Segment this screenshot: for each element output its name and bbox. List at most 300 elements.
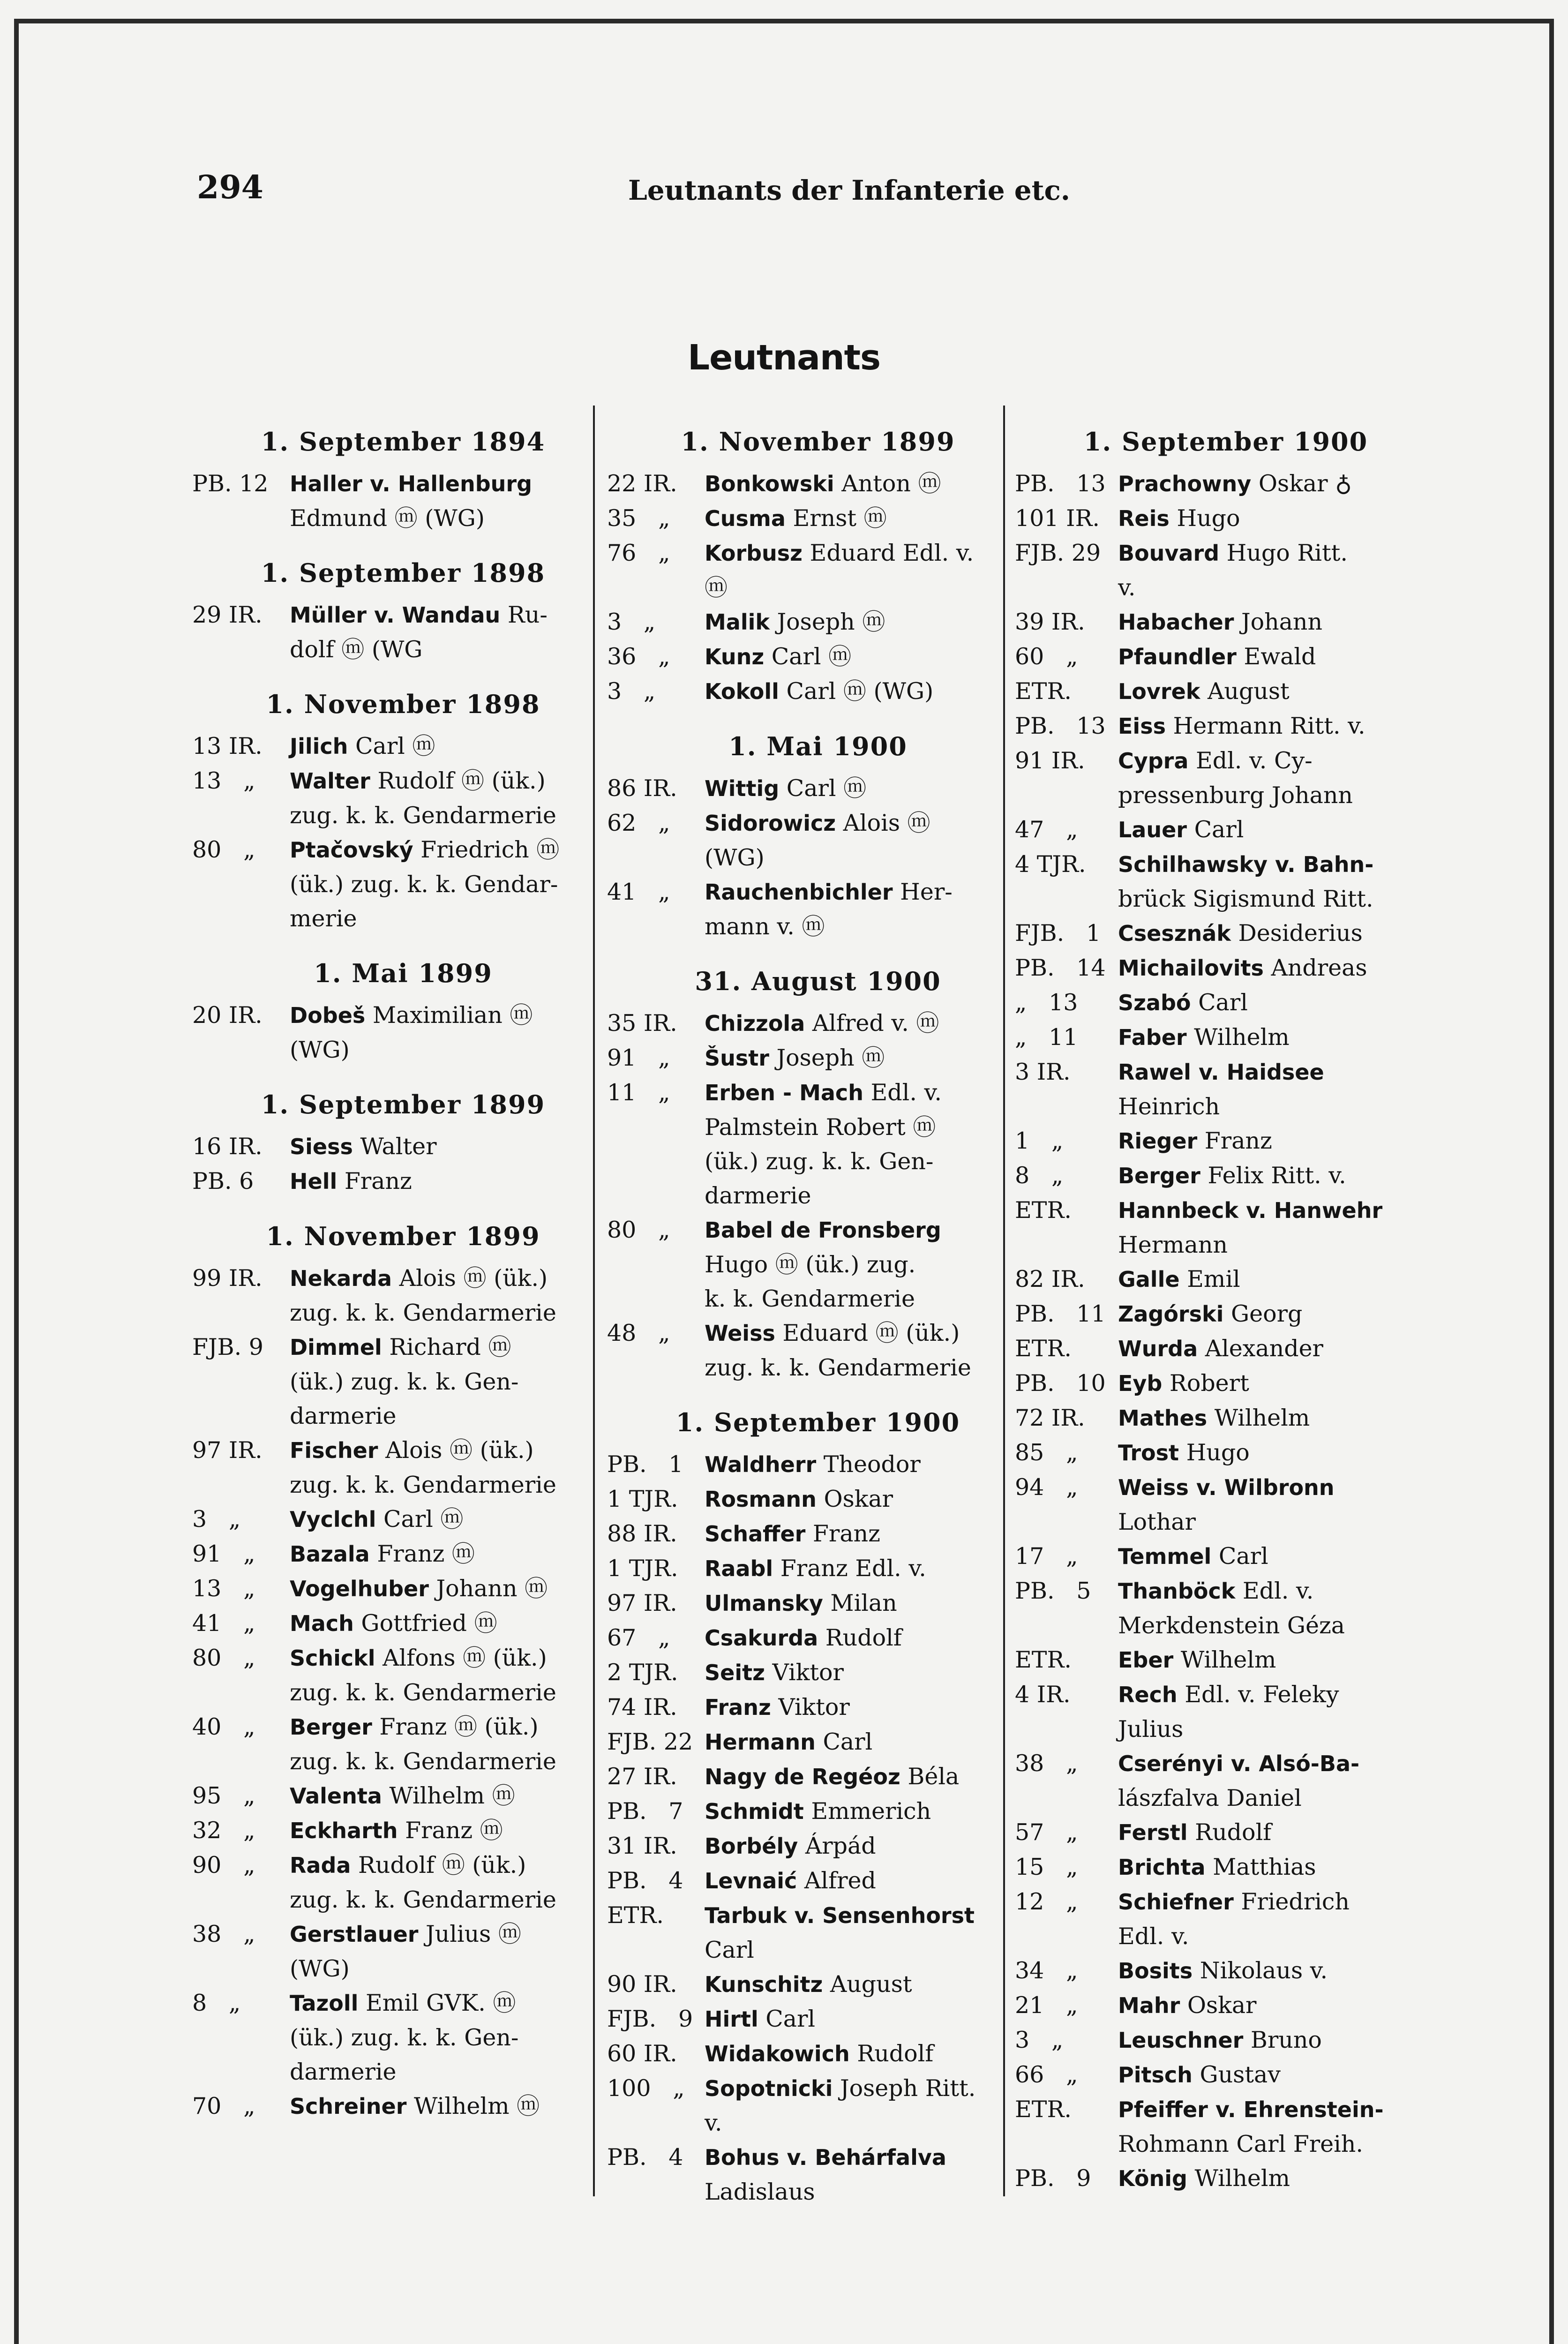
- surname: Schickl: [290, 1645, 375, 1671]
- unit-label: PB. 9: [1015, 2165, 1091, 2192]
- given-name: Ewald: [1244, 643, 1316, 670]
- unit-label: PB. 4: [607, 1867, 683, 1894]
- unit-label: 1 TJR.: [607, 1555, 678, 1582]
- unit-label: PB. 13: [1015, 470, 1106, 497]
- officer-entry: [607, 2036, 1029, 2071]
- officer-name: [290, 1261, 614, 1330]
- given-name: Carl: [765, 2006, 816, 2032]
- officer-name: [1118, 1677, 1437, 1746]
- surname: Mach: [290, 1611, 354, 1636]
- officer-entry: [1015, 951, 1437, 985]
- given-name: Viktor: [772, 1659, 844, 1686]
- officer-name: [1118, 2092, 1437, 2161]
- unit-label: PB. 14: [1015, 954, 1106, 981]
- officer-name: [290, 1502, 614, 1537]
- officer-name: [290, 2089, 614, 2124]
- continuation-line: (WG): [290, 1037, 350, 1063]
- given-name: Franz ⓜ: [377, 1540, 475, 1567]
- officer-entry: [607, 1794, 1029, 1829]
- unit-label: „ 11: [1015, 1024, 1078, 1051]
- officer-entry: [607, 806, 1029, 875]
- surname: Korbusz: [705, 541, 803, 566]
- officer-name: [290, 1537, 614, 1571]
- continuation-line: darmerie: [290, 2059, 397, 2085]
- unit-label: 2 TJR.: [607, 1659, 678, 1686]
- unit-label: 97 IR.: [607, 1590, 677, 1616]
- column-1: [192, 422, 614, 2124]
- unit-label: 41 „: [607, 879, 670, 905]
- unit-label: 62 „: [607, 810, 670, 836]
- officer-entry: [607, 2071, 1029, 2140]
- unit-label: 12 „: [1015, 1888, 1078, 1915]
- unit-label: 72 IR.: [1015, 1405, 1085, 1431]
- continuation-line: Hugo ⓜ (ük.) zug.: [705, 1251, 916, 1278]
- officer-entry: [1015, 1746, 1437, 1815]
- continuation-line: zug. k. k. Gendarmerie: [290, 802, 556, 829]
- officer-name: [705, 1794, 1029, 1829]
- officer-name: [705, 1447, 1029, 1482]
- officer-entry: [1015, 639, 1437, 674]
- unit-label: 67 „: [607, 1624, 670, 1651]
- given-name: Franz: [1204, 1127, 1272, 1154]
- given-name: Franz ⓜ: [405, 1817, 503, 1844]
- surname: Kunschitz: [705, 1972, 823, 1997]
- given-name: Oskar: [1187, 1992, 1257, 2019]
- officer-entry: [607, 1655, 1029, 1690]
- given-name: Oskar: [824, 1486, 893, 1512]
- given-name: Ernst ⓜ: [793, 505, 887, 532]
- surname: Eiss: [1118, 714, 1166, 739]
- date-heading: 1. November 1899: [681, 427, 955, 457]
- continuation-line: mann v. ⓜ: [705, 913, 825, 940]
- surname: Kunz: [705, 644, 765, 669]
- given-name: Joseph ⓜ: [776, 1044, 885, 1071]
- unit-label: FJB. 1: [1015, 920, 1101, 947]
- unit-label: 91 „: [192, 1540, 255, 1567]
- officer-entry: [192, 1710, 614, 1779]
- surname: Rada: [290, 1853, 351, 1878]
- officer-name: [290, 1813, 614, 1848]
- officer-name: [290, 1710, 614, 1779]
- given-name: Desiderius: [1238, 920, 1363, 947]
- officer-name: [1118, 1158, 1437, 1193]
- continuation-line: v.: [1118, 574, 1136, 601]
- unit-label: FJB. 9: [192, 1334, 263, 1360]
- given-name: Viktor: [778, 1694, 850, 1720]
- given-name: Carl: [1198, 989, 1248, 1016]
- surname: Valenta: [290, 1783, 382, 1809]
- unit-label: 15 „: [1015, 1854, 1078, 1880]
- unit-label: 17 „: [1015, 1543, 1078, 1570]
- officer-name: [1118, 985, 1437, 1020]
- surname: Ptačovský: [290, 837, 413, 863]
- unit-label: ETR.: [1015, 1646, 1072, 1673]
- given-name: Franz ⓜ (ük.): [379, 1713, 539, 1740]
- officer-name: [1118, 2023, 1437, 2058]
- given-name: Walter: [360, 1133, 437, 1160]
- unit-label: 91 „: [607, 1044, 670, 1071]
- officer-name: [290, 466, 614, 535]
- continuation-line: darmerie: [705, 1182, 811, 1209]
- unit-label: 80 „: [192, 1645, 255, 1671]
- given-name: Nikolaus v.: [1200, 1957, 1328, 1984]
- officer-name: [290, 1164, 614, 1199]
- officer-entry: [607, 1316, 1029, 1385]
- officer-entry: [607, 1829, 1029, 1863]
- surname: Berger: [1118, 1163, 1200, 1188]
- surname: Vogelhuber: [290, 1576, 429, 1601]
- unit-label: 35 „: [607, 505, 670, 532]
- given-name: Emil: [1187, 1266, 1240, 1292]
- officer-name: [290, 1606, 614, 1641]
- unit-label: 91 IR.: [1015, 747, 1085, 774]
- officer-name: [1118, 2161, 1437, 2196]
- surname: Sidorowicz: [705, 811, 836, 836]
- continuation-line: Lothar: [1118, 1509, 1196, 1535]
- unit-label: 1 TJR.: [607, 1486, 678, 1512]
- date-heading: 1. September 1899: [261, 1089, 546, 1119]
- given-name: Árpád: [805, 1833, 876, 1859]
- officer-entry: [607, 1447, 1029, 1482]
- officer-entry: [607, 1863, 1029, 1898]
- officer-entry: [1015, 744, 1437, 812]
- officer-entry: [1015, 1815, 1437, 1850]
- continuation-line: ⓜ: [705, 574, 728, 601]
- unit-label: 38 „: [192, 1921, 255, 1947]
- given-name: Alfred v. ⓜ: [812, 1010, 939, 1037]
- surname: Pitsch: [1118, 2062, 1193, 2088]
- officer-entry: [1015, 536, 1437, 605]
- surname: Fischer: [290, 1438, 378, 1463]
- surname: Malik: [705, 609, 770, 635]
- given-name: Wilhelm: [1194, 1024, 1290, 1051]
- unit-label: FJB. 22: [607, 1728, 693, 1755]
- officer-name: [1118, 1262, 1437, 1297]
- given-name: Joseph ⓜ: [777, 609, 885, 635]
- officer-name: [705, 1551, 1029, 1586]
- continuation-line: dolf ⓜ (WG: [290, 636, 423, 663]
- surname: Hell: [290, 1169, 338, 1194]
- continuation-line: zug. k. k. Gendarmerie: [290, 1472, 556, 1498]
- unit-label: 94 „: [1015, 1474, 1078, 1501]
- given-name: Rudolf ⓜ (ük.): [377, 767, 546, 794]
- unit-label: 39 IR.: [1015, 609, 1085, 635]
- surname: Raabl: [705, 1556, 773, 1581]
- continuation-line: (ük.) zug. k. k. Gen-: [290, 1368, 519, 1395]
- given-name: Alexander: [1205, 1335, 1323, 1362]
- surname: Bonkowski: [705, 471, 834, 496]
- unit-label: 76 „: [607, 540, 670, 566]
- officer-name: [1118, 1401, 1437, 1435]
- given-name: Ru-: [507, 601, 548, 628]
- officer-entry: [1015, 501, 1437, 536]
- given-name: Wilhelm: [1194, 2165, 1290, 2192]
- officer-entry: [192, 598, 614, 667]
- officer-entry: [192, 1606, 614, 1641]
- surname: Hannbeck v. Hanwehr: [1118, 1198, 1383, 1223]
- continuation-line: (ük.) zug. k. k. Gen-: [290, 2024, 519, 2051]
- given-name: Andreas: [1271, 954, 1367, 981]
- unit-label: 70 „: [192, 2093, 255, 2119]
- unit-label: PB. 10: [1015, 1370, 1106, 1397]
- unit-label: ETR.: [1015, 1197, 1072, 1224]
- continuation-line: k. k. Gendarmerie: [705, 1285, 915, 1312]
- officer-name: [705, 2071, 1029, 2140]
- officer-entry: [607, 1517, 1029, 1551]
- officer-entry: [607, 1006, 1029, 1041]
- surname: Eckharth: [290, 1818, 398, 1843]
- given-name: Maximilian ⓜ: [372, 1002, 533, 1029]
- surname: Bouvard: [1118, 541, 1220, 566]
- unit-label: PB. 4: [607, 2144, 683, 2171]
- officer-entry: [607, 1586, 1029, 1621]
- officer-name: [1118, 501, 1437, 536]
- unit-label: 1 „: [1015, 1127, 1064, 1154]
- officer-name: [290, 764, 614, 833]
- unit-label: PB. 13: [1015, 713, 1106, 739]
- given-name: Rudolf: [857, 2040, 934, 2067]
- officer-name: [1118, 1746, 1437, 1815]
- given-name: Wilhelm ⓜ: [414, 2093, 540, 2119]
- officer-name: [1118, 1539, 1437, 1574]
- surname: Dobeš: [290, 1003, 366, 1028]
- surname: Szabó: [1118, 990, 1191, 1015]
- officer-entry: [1015, 1020, 1437, 1055]
- unit-label: 27 IR.: [607, 1763, 677, 1790]
- surname: Thanböck: [1118, 1578, 1236, 1604]
- surname: Reis: [1118, 506, 1170, 531]
- continuation-line: Hermann: [1118, 1232, 1228, 1258]
- officer-entry: [607, 1759, 1029, 1794]
- unit-label: 41 „: [192, 1610, 255, 1637]
- surname: Wurda: [1118, 1336, 1198, 1361]
- continuation-line: Heinrich: [1118, 1093, 1220, 1120]
- unit-label: 35 IR.: [607, 1010, 677, 1037]
- surname: Weiss v. Wilbronn: [1118, 1475, 1335, 1500]
- continuation-line: (WG): [290, 1955, 350, 1982]
- unit-label: ETR.: [1015, 1335, 1072, 1362]
- officer-entry: [192, 1571, 614, 1606]
- unit-label: 31 IR.: [607, 1833, 677, 1859]
- continuation-line: zug. k. k. Gendarmerie: [705, 1354, 971, 1381]
- surname: Seitz: [705, 1660, 765, 1685]
- unit-label: 3 „: [607, 609, 656, 635]
- unit-label: 60 „: [1015, 643, 1078, 670]
- date-heading: 1. September 1894: [261, 427, 546, 457]
- officer-name: [1118, 536, 1437, 605]
- given-name: Robert: [1169, 1370, 1249, 1397]
- surname: Erben - Mach: [705, 1080, 863, 1105]
- page-header: [197, 169, 1451, 225]
- officer-name: [705, 605, 1029, 639]
- officer-entry: [607, 1621, 1029, 1655]
- given-name: Joseph Ritt.: [840, 2075, 976, 2102]
- officer-entry: [1015, 1297, 1437, 1331]
- given-name: Emmerich: [811, 1798, 931, 1825]
- given-name: Richard ⓜ: [389, 1334, 511, 1360]
- surname: Schreiner: [290, 2094, 407, 2119]
- given-name: Carl: [823, 1728, 873, 1755]
- given-name: Carl ⓜ (WG): [786, 678, 934, 705]
- unit-label: 22 IR.: [607, 470, 677, 497]
- surname: Mahr: [1118, 1993, 1180, 2018]
- given-name: Wilhelm: [1214, 1405, 1310, 1431]
- unit-label: PB. 6: [192, 1168, 254, 1195]
- officer-entry: [1015, 1262, 1437, 1297]
- unit-label: „ 13: [1015, 989, 1078, 1016]
- given-name: Georg: [1230, 1300, 1303, 1327]
- officer-entry: [1015, 466, 1437, 501]
- continuation-line: zug. k. k. Gendarmerie: [290, 1748, 556, 1775]
- continuation-line: Palmstein Robert ⓜ: [705, 1114, 936, 1141]
- officer-name: [1118, 1953, 1437, 1988]
- officer-name: [1118, 2058, 1437, 2092]
- unit-label: 13 „: [192, 767, 255, 794]
- officer-entry: [192, 1848, 614, 1917]
- officer-name: [705, 1586, 1029, 1621]
- unit-label: 34 „: [1015, 1957, 1078, 1984]
- officer-entry: [1015, 1366, 1437, 1401]
- officer-entry: [1015, 1850, 1437, 1885]
- surname: Dimmel: [290, 1335, 382, 1360]
- unit-label: 90 „: [192, 1852, 255, 1878]
- officer-entry: [607, 501, 1029, 536]
- officer-name: [1118, 1331, 1437, 1366]
- unit-label: 21 „: [1015, 1992, 1078, 2019]
- surname: Müller v. Wandau: [290, 602, 501, 628]
- surname: Walter: [290, 768, 370, 794]
- officer-entry: [192, 1537, 614, 1571]
- given-name: Friedrich ⓜ: [420, 836, 560, 863]
- officer-name: [705, 1041, 1029, 1075]
- officer-name: [1118, 1988, 1437, 2023]
- officer-name: [290, 1986, 614, 2089]
- officer-entry: [1015, 847, 1437, 916]
- surname: Borbély: [705, 1833, 798, 1859]
- officer-entry: [607, 1725, 1029, 1759]
- given-name: Edl. v.: [1242, 1578, 1314, 1604]
- officer-name: [1118, 1297, 1437, 1331]
- officer-name: [1118, 709, 1437, 744]
- officer-name: [1118, 1020, 1437, 1055]
- surname: Waldherr: [705, 1452, 817, 1477]
- unit-label: 8 „: [192, 1990, 241, 2016]
- officer-name: [705, 1316, 1029, 1385]
- officer-name: [705, 1863, 1029, 1898]
- officer-entry: [1015, 985, 1437, 1020]
- officer-name: [705, 1482, 1029, 1517]
- officer-name: [705, 674, 1029, 709]
- officer-entry: [192, 1813, 614, 1848]
- surname: Schmidt: [705, 1799, 804, 1824]
- surname: König: [1118, 2166, 1187, 2191]
- given-name: Johann ⓜ: [436, 1575, 548, 1602]
- officer-entry: [1015, 2161, 1437, 2196]
- date-heading: 31. August 1900: [695, 966, 941, 996]
- unit-label: ETR.: [607, 1902, 664, 1929]
- given-name: Rudolf: [1195, 1819, 1272, 1846]
- officer-name: [705, 1898, 1029, 1967]
- surname: Tazoll: [290, 1991, 359, 2016]
- surname: Weiss: [705, 1321, 775, 1346]
- surname: Jilich: [290, 734, 348, 759]
- unit-label: 29 IR.: [192, 601, 263, 628]
- surname: Michailovits: [1118, 955, 1264, 981]
- continuation-line: (ük.) zug. k. k. Gen-: [705, 1148, 934, 1175]
- unit-label: 90 IR.: [607, 1971, 677, 1998]
- unit-label: ETR.: [1015, 2096, 1072, 2123]
- continuation-line: Julius: [1118, 1716, 1184, 1743]
- unit-label: PB. 5: [1015, 1578, 1091, 1604]
- unit-label: 48 „: [607, 1320, 670, 1346]
- given-name: Rudolf: [825, 1624, 902, 1651]
- officer-name: [705, 2002, 1029, 2036]
- officer-entry: [607, 1967, 1029, 2002]
- officer-entry: [1015, 1885, 1437, 1953]
- date-heading: 1. Mai 1900: [728, 731, 908, 761]
- surname: Kokoll: [705, 679, 779, 704]
- column-2: [607, 422, 1029, 2209]
- surname: Csesznák: [1118, 921, 1231, 946]
- continuation-line: Edl. v.: [1118, 1923, 1189, 1950]
- officer-name: [290, 1571, 614, 1606]
- unit-label: 101 IR.: [1015, 505, 1100, 532]
- surname: Chizzola: [705, 1011, 805, 1036]
- continuation-line: merie: [290, 905, 357, 932]
- surname: Gerstlauer: [290, 1922, 419, 1947]
- officer-name: [705, 639, 1029, 674]
- surname: Zagórski: [1118, 1301, 1224, 1327]
- officer-entry: [192, 1261, 614, 1330]
- unit-label: PB. 11: [1015, 1300, 1106, 1327]
- officer-name: [1118, 1435, 1437, 1470]
- officer-name: [705, 1213, 1029, 1316]
- officer-name: [290, 1129, 614, 1164]
- officer-name: [705, 806, 1029, 875]
- officer-name: [1118, 1885, 1437, 1953]
- surname: Franz: [705, 1695, 771, 1720]
- surname: Temmel: [1118, 1544, 1212, 1569]
- officer-entry: [1015, 1988, 1437, 2023]
- officer-entry: [607, 2140, 1029, 2209]
- officer-name: [290, 598, 614, 667]
- officer-entry: [607, 1213, 1029, 1316]
- surname: Hermann: [705, 1729, 816, 1755]
- unit-label: 74 IR.: [607, 1694, 677, 1720]
- continuation-line: Edmund ⓜ (WG): [290, 505, 485, 532]
- surname: Mathes: [1118, 1405, 1208, 1431]
- given-name: Friedrich: [1241, 1888, 1350, 1915]
- surname: Rosmann: [705, 1487, 817, 1512]
- given-name: Carl: [1218, 1543, 1268, 1570]
- surname: Bohus v. Behárfalva: [705, 2145, 946, 2170]
- officer-entry: [192, 764, 614, 833]
- unit-label: 3 „: [607, 678, 656, 705]
- surname: Faber: [1118, 1025, 1187, 1050]
- unit-label: PB. 7: [607, 1798, 683, 1825]
- officer-entry: [607, 466, 1029, 501]
- officer-entry: [1015, 1193, 1437, 1262]
- surname: Cserényi v. Alsó-Ba-: [1118, 1751, 1360, 1776]
- surname: Lovrek: [1118, 679, 1200, 704]
- given-name: Hugo: [1177, 505, 1240, 532]
- officer-entry: [607, 1482, 1029, 1517]
- unit-label: 38 „: [1015, 1750, 1078, 1777]
- given-name: Her-: [900, 879, 953, 905]
- surname: Ferstl: [1118, 1820, 1188, 1845]
- officer-entry: [192, 1330, 614, 1433]
- officer-name: [1118, 1815, 1437, 1850]
